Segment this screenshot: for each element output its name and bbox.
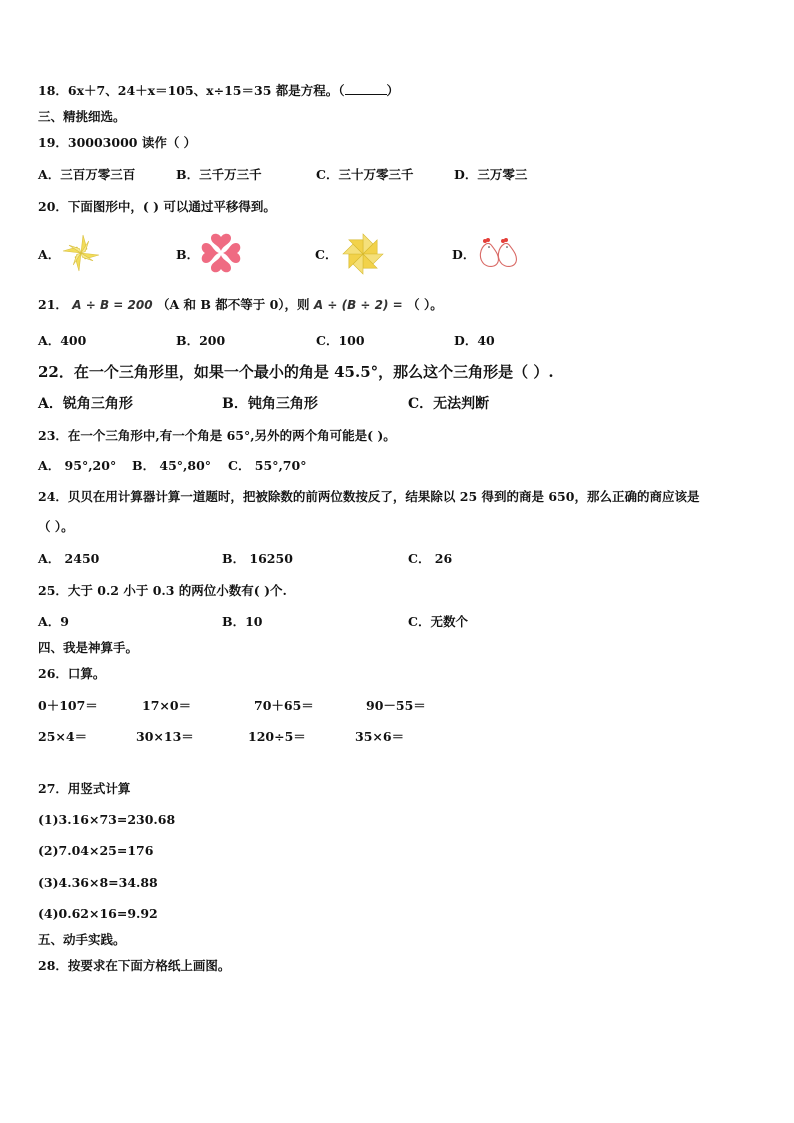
option-b[interactable]: B． 16250 — [222, 551, 293, 566]
option-d[interactable]: D．三万零三 — [454, 167, 528, 182]
calc-item: 120÷5＝ — [248, 729, 306, 744]
question-21: 21． A ÷ B = 200 （A 和 B 都不等于 0），则 A ÷ (B ÷ 2) = （ ）。 — [38, 297, 443, 312]
question-25: 25．大于 0.2 小于 0.3 的两位小数有( )个. — [38, 583, 287, 598]
expression-2: A ÷ (B ÷ 2) = — [313, 298, 403, 312]
calc-item: 17×0＝ — [142, 698, 192, 713]
section-5-heading: 五、动手实践。 — [38, 932, 126, 947]
calc-item: 90－55＝ — [366, 698, 426, 713]
vertical-calc-item: (4)0.62×16=9.92 — [38, 906, 158, 921]
option-c[interactable]: C． 26 — [408, 551, 453, 566]
calc-item: 0＋107＝ — [38, 698, 98, 713]
question-23-options — [38, 457, 764, 475]
question-27: 27．用竖式计算 — [38, 781, 131, 796]
calc-item: 25×4＝ — [38, 729, 88, 744]
section-3-heading: 三、精挑细选。 — [38, 109, 126, 124]
four-heart-flower-icon — [200, 232, 240, 272]
question-20: 20．下面图形中，( ) 可以通过平移得到。 — [38, 199, 276, 214]
option-a[interactable]: A．400 — [38, 333, 87, 348]
option-c[interactable]: C．无法判断 — [408, 396, 490, 412]
vertical-calc-item: (2)7.04×25=176 — [38, 843, 154, 858]
option-b[interactable]: B．200 — [176, 333, 226, 348]
question-25-options — [38, 613, 764, 631]
question-22: 22．在一个三角形里，如果一个最小的角是 45.5°，那么这个三角形是（ ）. — [38, 363, 554, 381]
question-18: 18．6x＋7、24＋x＝105、x÷15＝35 都是方程。（ ） — [38, 83, 400, 98]
option-b[interactable]: B． 45°,80° — [132, 458, 212, 473]
option-a[interactable]: A．三百万零三百 — [38, 167, 136, 182]
question-24-options — [38, 550, 764, 568]
option-c[interactable]: C．三十万零三千 — [316, 167, 414, 182]
question-19: 19．30003000 读作（ ） — [38, 135, 197, 150]
option-d-label[interactable]: D． — [452, 247, 476, 262]
option-c-label[interactable]: C． — [315, 247, 338, 262]
answer-blank[interactable] — [345, 82, 387, 95]
question-22-options — [38, 395, 764, 413]
pinwheel-icon — [60, 232, 100, 272]
two-chicks-icon — [476, 232, 524, 272]
option-b[interactable]: B．钝角三角形 — [222, 396, 318, 412]
calc-item: 30×13＝ — [136, 729, 194, 744]
calc-item: 70＋65＝ — [254, 698, 314, 713]
option-b[interactable]: B．三千万三千 — [176, 167, 262, 182]
vertical-calc-item: (3)4.36×8=34.88 — [38, 875, 158, 890]
option-a[interactable]: A． 95°,20° — [38, 458, 117, 473]
option-b[interactable]: B．10 — [222, 614, 263, 629]
vertical-calc-item: (1)3.16×73=230.68 — [38, 812, 176, 827]
calc-item: 35×6＝ — [355, 729, 405, 744]
section-4-heading: 四、我是神算手。 — [38, 640, 139, 655]
question-19-options — [38, 166, 764, 184]
option-a[interactable]: A．锐角三角形 — [38, 396, 133, 412]
option-c[interactable]: C．无数个 — [408, 614, 468, 629]
question-21-options — [38, 332, 764, 350]
question-18-text: 18．6x＋7、24＋x＝105、x÷15＝35 都是方程。（ — [38, 83, 345, 98]
option-c[interactable]: C．100 — [316, 333, 365, 348]
folded-pinwheel-icon — [341, 232, 381, 272]
question-26: 26．口算。 — [38, 666, 106, 681]
option-d[interactable]: D．40 — [454, 333, 495, 348]
answer-blank[interactable]: （ ）。 — [407, 297, 443, 312]
question-24: 24．贝贝在用计算器计算一道题时，把被除数的前两位数按反了，结果除以 25 得到的商是 650，那么正确的商应该是 — [38, 489, 700, 504]
option-b-label[interactable]: B． — [176, 247, 200, 262]
question-24-blank[interactable]: （ ）。 — [38, 519, 74, 534]
question-28: 28．按要求在下面方格纸上画图。 — [38, 958, 231, 973]
option-c[interactable]: C． 55°,70° — [228, 458, 307, 473]
option-a[interactable]: A．9 — [38, 614, 69, 629]
option-a-label[interactable]: A． — [38, 247, 61, 262]
question-23: 23．在一个三角形中,有一个角是 65°,另外的两个角可能是( )。 — [38, 428, 396, 443]
question-20-figures — [38, 232, 598, 272]
expression-1: A ÷ B = 200 — [72, 298, 153, 312]
option-a[interactable]: A． 2450 — [38, 551, 100, 566]
